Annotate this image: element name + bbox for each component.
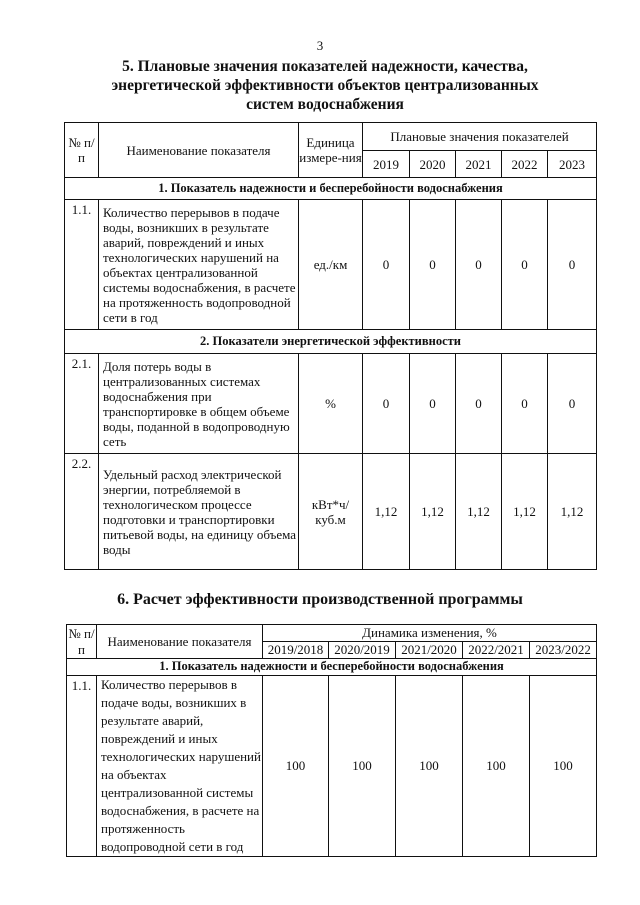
header-period: 2022/2021 [463,642,530,659]
plan-value: 1,12 [456,454,502,570]
header-num: № п/п [68,626,95,657]
plan-value: 0 [363,200,410,330]
section6-title: 6. Расчет эффективности производственной программы [117,591,523,608]
header-num: № п/п [65,123,99,178]
header-dynamics: Динамика изменения, % [263,625,597,642]
indicator-name: Количество перерывов в подаче воды, возникших в результате аварий, повреждений и иных технологических нарушений на объектах централизованной системы водоснабжения, в расчете на протяженность водопроводной сети в год [97,676,263,857]
header-name: Наименование показателя [97,625,263,659]
group-heading: 1. Показатель надежности и бесперебойности водоснабжения [67,659,597,676]
unit-value: % [299,354,363,454]
header-plan: Плановые значения показателей [363,123,597,151]
plan-value: 0 [363,354,410,454]
plan-value: 0 [548,200,597,330]
plan-value: 0 [456,354,502,454]
header-year: 2021 [456,151,502,178]
header-period: 2021/2020 [396,642,463,659]
section5-title: 5. Плановые значения показателей надежности, качества, энергетической эффективности объектов централизованных систем водоснабжения [111,58,539,113]
group-heading: 1. Показатель надежности и бесперебойности водоснабжения [65,178,597,200]
header-period: 2020/2019 [329,642,396,659]
header-year: 2020 [410,151,456,178]
header-unit: Единица измере-ния [299,123,363,178]
indicator-name: Удельный расход электрической энергии, потребляемой в технологическом процессе подготовки и транспортировки питьевой воды, на единицу объема воды [99,454,299,570]
group-heading: 2. Показатели энергетической эффективности [65,330,597,354]
plan-value: 0 [502,354,548,454]
dynamics-value: 100 [463,676,530,857]
unit-value: кВт*ч/ куб.м [299,454,363,570]
plan-value: 0 [502,200,548,330]
header-year: 2019 [363,151,410,178]
efficiency-table [66,624,597,857]
plan-value: 1,12 [502,454,548,570]
dynamics-value: 100 [396,676,463,857]
header-year: 2022 [502,151,548,178]
plan-value: 0 [410,200,456,330]
plan-value: 0 [548,354,597,454]
dynamics-value: 100 [329,676,396,857]
header-period: 2019/2018 [263,642,329,659]
row-number: 2.2. [65,454,99,570]
header-year: 2023 [548,151,597,178]
plan-values-table [64,122,597,570]
dynamics-value: 100 [263,676,329,857]
page-number: 3 [316,38,324,53]
row-number: 2.1. [65,354,99,454]
plan-value: 1,12 [410,454,456,570]
plan-value: 0 [456,200,502,330]
plan-value: 0 [410,354,456,454]
indicator-name: Количество перерывов в подаче воды, возникших в результате аварий, повреждений и иных технологических нарушений на объектах централизованной системы водоснабжения, в расчете на протяженность водопроводной сети в год [99,200,299,330]
unit-value: ед./км [299,200,363,330]
plan-value: 1,12 [363,454,410,570]
dynamics-value: 100 [530,676,597,857]
indicator-name: Доля потерь воды в централизованных системах водоснабжения при транспортировке в общем объеме воды, поданной в водопроводную сеть [99,354,299,454]
row-number: 1.1. [67,676,97,857]
header-name: Наименование показателя [99,123,299,178]
plan-value: 1,12 [548,454,597,570]
row-number: 1.1. [65,200,99,330]
header-period: 2023/2022 [530,642,597,659]
